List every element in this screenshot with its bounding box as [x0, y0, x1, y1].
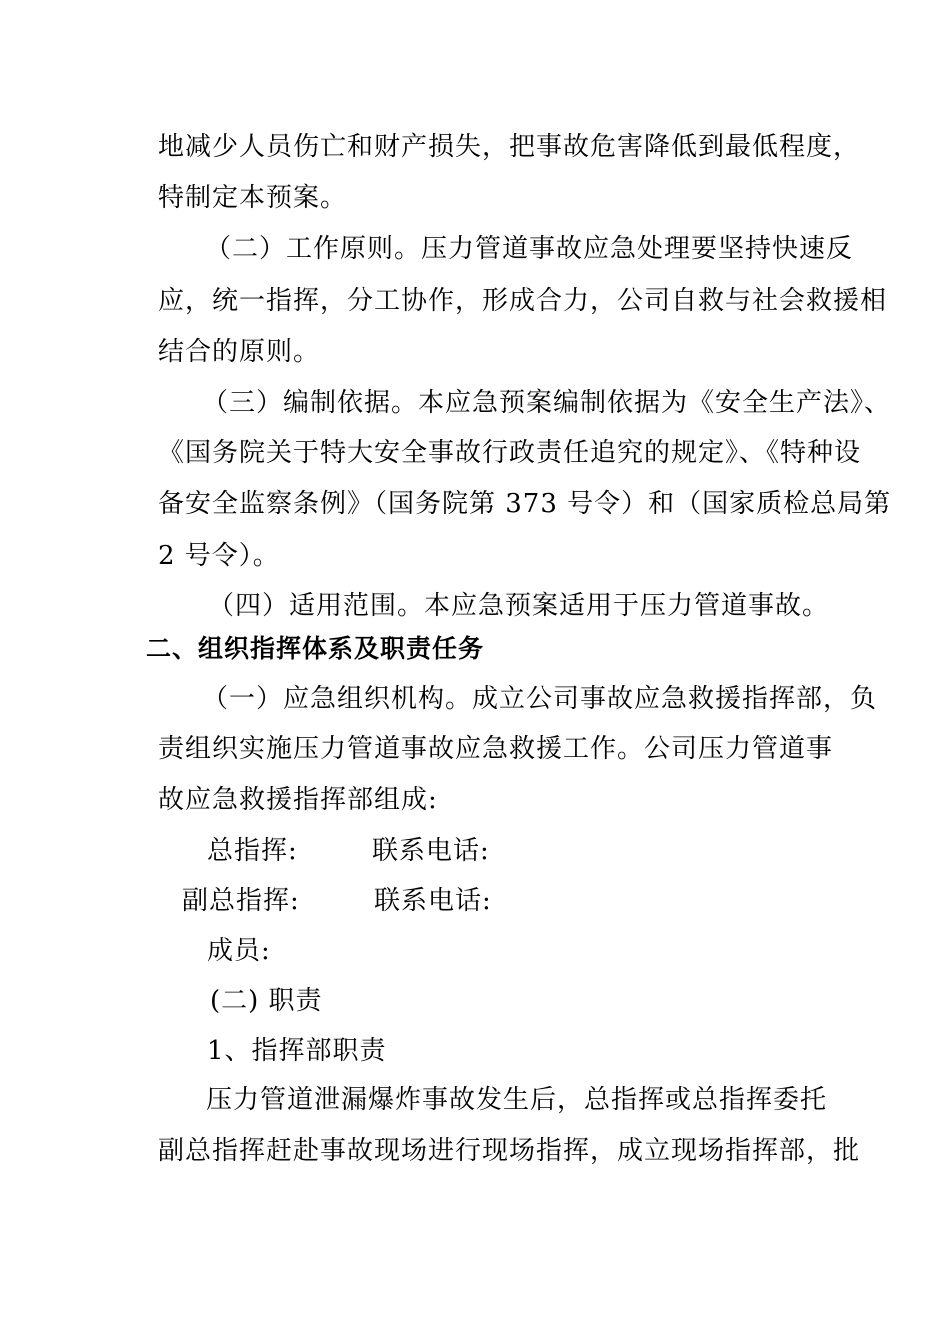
paragraph-line: 2 号令）。 — [158, 541, 280, 571]
members-label: 成员: — [207, 936, 271, 966]
paragraph-line: 责组织实施压力管道事故应急救援工作。公司压力管道事 — [158, 734, 834, 764]
paragraph-line: 副总指挥赶赴事故现场进行现场指挥，成立现场指挥部，批 — [158, 1136, 861, 1166]
deputy-commander-label: 副总指挥: — [182, 886, 300, 916]
paragraph-line: 故应急救援指挥部组成: — [158, 785, 438, 815]
paragraph-line: 结合的原则。 — [158, 337, 321, 367]
section-paragraph-line: （二）工作原则。压力管道事故应急处理要坚持快速反 — [205, 234, 854, 264]
paragraph-line: 地减少人员伤亡和财产损失，把事故危害降低到最低程度， — [158, 132, 861, 162]
contact-phone-label: 联系电话: — [372, 836, 490, 866]
section-paragraph-line: 压力管道泄漏爆炸事故发生后，总指挥或总指挥委托 — [206, 1085, 828, 1115]
paragraph-line: 《国务院关于特大安全事故行政责任追究的规定》、《特种设 — [158, 438, 862, 468]
commander-label: 总指挥: — [207, 836, 298, 866]
paragraph-line: 特制定本预案。 — [158, 183, 348, 213]
section-paragraph-line: （一）应急组织机构。成立公司事故应急救援指挥部，负 — [202, 684, 878, 714]
subsection-title: 1、指挥部职责 — [207, 1036, 387, 1066]
section-heading: 二、组织指挥体系及职责任务 — [146, 634, 485, 663]
section-paragraph-line: （四）适用范围。本应急预案适用于压力管道事故。 — [208, 591, 830, 621]
contact-phone-label: 联系电话: — [374, 886, 492, 916]
subsection-title: (二) 职责 — [210, 986, 323, 1016]
section-paragraph-line: （三）编制依据。本应急预案编制依据为《安全生产法》、 — [202, 388, 892, 418]
paragraph-line: 备安全监察条例》（国务院第 373 号令）和（国家质检总局第 — [158, 489, 892, 519]
paragraph-line: 应，统一指挥，分工协作，形成合力，公司自救与社会救援相 — [158, 286, 888, 316]
